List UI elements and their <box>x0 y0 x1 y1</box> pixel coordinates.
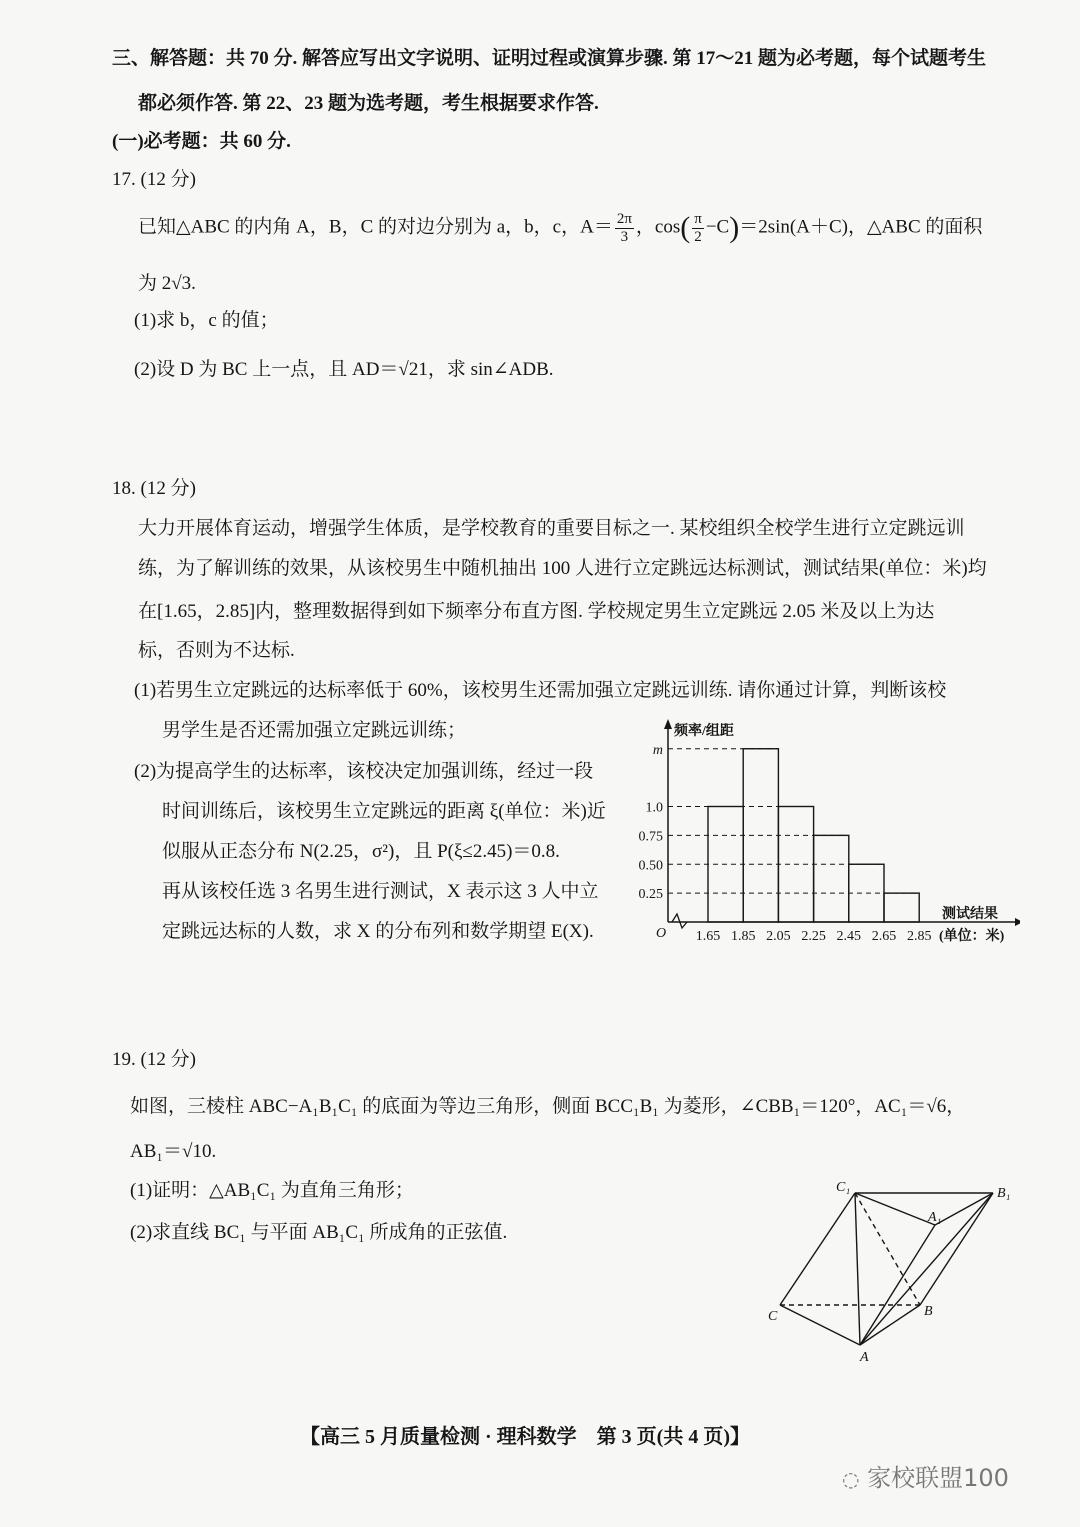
y-axis-arrow <box>664 719 672 729</box>
x-tick-label: 1.65 <box>695 929 721 944</box>
y-tick-label: m <box>652 742 663 758</box>
x-axis-label: 测试结果 <box>942 907 998 922</box>
y-tick-label: 0.50 <box>638 858 663 874</box>
question-text: 为 2√3. <box>138 273 196 294</box>
vertex-label: A <box>860 1350 869 1365</box>
text: ＝2sin(A＋C)，△ABC 的面积 <box>739 216 983 238</box>
watermark <box>842 1464 1009 1493</box>
sub-question-2: (2)为提高学生的达标率，该校决定加强训练，经过一段 <box>134 761 594 782</box>
vertex-label: A₁ <box>928 1210 942 1225</box>
x-tick-label: 1.85 <box>730 929 756 944</box>
sub-question-2: (2)求直线 BC₁ 与平面 AB₁C₁ 所成角的正弦值. <box>130 1222 508 1243</box>
sub-question-1: (1)求 b，c 的值； <box>134 310 279 331</box>
section-instructions-1: 三、解答题：共 70 分. 解答应写出文字说明、证明过程或演算步骤. 第 17～21 题为必考题，每个试题考生 <box>112 48 987 69</box>
x-tick-label: 2.25 <box>801 929 826 944</box>
wechat-icon: ◌ <box>842 1467 860 1491</box>
text: 已知△ABC 的内角 A，B，C 的对边分别为 a，b，c，A＝ <box>138 216 613 238</box>
prism-figure <box>760 1175 1020 1365</box>
histogram-bar <box>814 835 849 922</box>
fraction: $\frac{\pi}{2}$ <box>694 211 702 245</box>
sub-question-2: 再从该校任选 3 名男生进行测试，X 表示这 3 人中立 <box>162 881 599 902</box>
question-text: 标，否则为不达标. <box>138 640 295 661</box>
question-number: 18. (12 分) <box>112 478 196 499</box>
question-text: 大力开展体育运动，增强学生体质，是学校教育的重要目标之一. 某校组织全校学生进行立定跳远训 <box>138 518 965 539</box>
sub-question-2: 时间训练后，该校男生立定跳远的距离 ξ(单位：米)近 <box>162 801 606 822</box>
section-instructions-2: 都必须作答. 第 22、23 题为选考题，考生根据要求作答. <box>138 93 599 114</box>
text: −C <box>705 216 730 238</box>
vertex-label: B <box>924 1304 933 1319</box>
axis-break <box>672 914 687 928</box>
origin-label: O <box>656 926 667 941</box>
x-axis-unit: (单位：米) <box>939 929 1005 944</box>
frequency-histogram <box>620 715 1020 950</box>
question-number: 19. (12 分) <box>112 1049 196 1070</box>
histogram-bar <box>884 893 919 922</box>
sub-question-2: 定跳远达标的人数，求 X 的分布列和数学期望 E(X). <box>162 921 594 942</box>
sub-question-1: 男学生是否还需加强立定跳远训练； <box>162 720 467 741</box>
vertex-label: B₁ <box>997 1186 1011 1201</box>
y-tick-label: 1.0 <box>645 800 663 816</box>
section-subheading: (一)必考题：共 60 分. <box>112 131 291 152</box>
y-tick-label: 0.25 <box>638 887 663 903</box>
x-tick-label: 2.65 <box>871 929 897 944</box>
sub-question-2: (2)设 D 为 BC 上一点，且 AD＝√21，求 sin∠ADB. <box>134 359 554 380</box>
vertex-label: C₁ <box>836 1180 851 1195</box>
question-number: 17. (12 分) <box>112 169 196 190</box>
fraction: $\frac{2\pi}{3}$ <box>616 211 632 245</box>
question-text: AB₁＝√10. <box>130 1141 217 1162</box>
text: ，cos <box>635 216 681 238</box>
y-axis-label: 频率/组距 <box>674 724 734 739</box>
page-footer: 【高三 5 月质量检测 · 理科数学 第 3 页(共 4 页)】 <box>300 1426 750 1448</box>
sub-question-2: 似服从正态分布 N(2.25，σ²)，且 P(ξ≤2.45)＝0.8. <box>162 841 560 862</box>
sub-question-1: (1)证明：△AB₁C₁ 为直角三角形； <box>130 1180 414 1201</box>
question-text: 如图，三棱柱 ABC−A₁B₁C₁ 的底面为等边三角形，侧面 BCC₁B₁ 为菱形，∠CBB₁＝120°，AC₁＝√6， <box>130 1096 966 1117</box>
x-tick-label: 2.45 <box>836 929 862 944</box>
x-tick-label: 2.85 <box>906 929 932 944</box>
x-tick-label: 2.05 <box>766 929 791 944</box>
sub-question-1: (1)若男生立定跳远的达标率低于 60%，该校男生还需加强立定跳远训练. 请你通过计算，判断该校 <box>134 680 947 701</box>
x-axis-arrow <box>1015 918 1020 926</box>
question-text: 练，为了解训练的效果，从该校男生中随机抽出 100 人进行立定跳远达标测试，测试结果(单位：米)均 <box>138 558 987 579</box>
question-text: 在[1.65，2.85]内，整理数据得到如下频率分布直方图. 学校规定男生立定跳远 2.05 米及以上为达 <box>138 601 935 622</box>
y-tick-label: 0.75 <box>638 829 663 845</box>
vertex-label: C <box>768 1309 778 1324</box>
question-text: 已知△ABC 的内角 A，B，C 的对边分别为 a，b，c，A＝ $\frac{2\pi}{3}$ ，cos( $\frac{\pi}{2}$ −C)＝2sin(A＋C)，△ABC 的面积 <box>138 211 983 245</box>
watermark-text: 家校联盟100 <box>867 1464 1009 1492</box>
